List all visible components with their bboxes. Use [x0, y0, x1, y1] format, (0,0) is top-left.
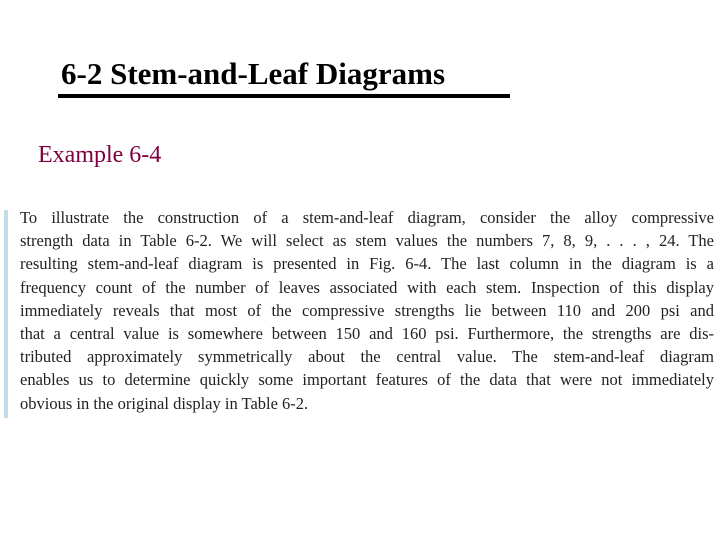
title-underline — [58, 94, 510, 98]
excerpt-line: To illustrate the construction of a stem-and-leaf diagram, consider the alloy compressive — [20, 208, 714, 227]
example-label: Example 6-4 — [38, 142, 162, 168]
excerpt-line: enables us to determine quickly some important features of the data that were not immediately — [20, 370, 714, 390]
excerpt-side-bar — [4, 210, 8, 418]
slide-title: 6-2 Stem-and-Leaf Diagrams — [61, 56, 446, 91]
excerpt-line: immediately reveals that most of the compressive strengths lie between 110 and 200 psi and — [20, 300, 714, 320]
excerpt-line: that a central value is somewhere between 150 and 160 psi. Furthermore, the strengths are dis- — [20, 324, 714, 344]
excerpt-line: strength data in Table 6-2. We will select as stem values the numbers 7, 8, 9, . . . , 24. The — [20, 231, 714, 251]
excerpt-line: frequency count of the number of leaves associated with each stem. Inspection of this display — [20, 277, 714, 297]
excerpt-line: resulting stem-and-leaf diagram is presented in Fig. 6-4. The last column in the diagram is a — [20, 254, 714, 274]
excerpt-paragraph — [20, 206, 714, 415]
excerpt-line: tributed approximately symmetrically about the central value. The stem-and-leaf diagram — [20, 347, 714, 367]
excerpt-line: obvious in the original display in Table 6-2. — [20, 393, 309, 413]
